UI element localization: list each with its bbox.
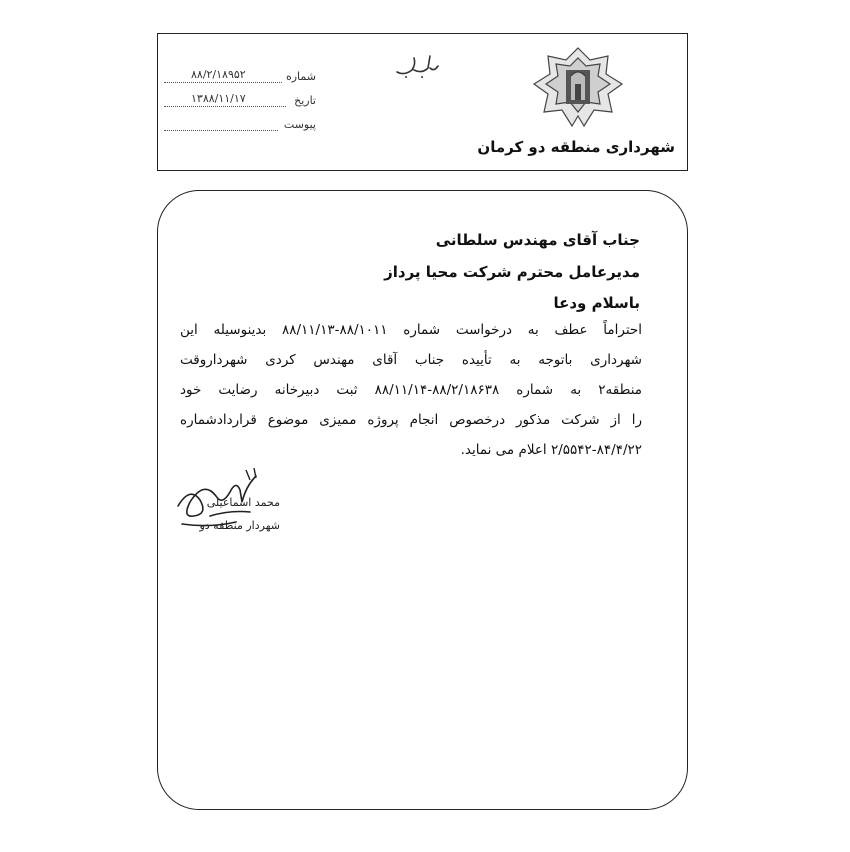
municipality-emblem-icon — [528, 44, 628, 134]
signer-name: محمد اسماعیلی — [206, 496, 280, 509]
date-label: تاریخ — [294, 94, 316, 107]
letter-attachment-row — [161, 118, 316, 136]
letter-date-row — [161, 94, 316, 112]
signer-title: شهردار منطقه دو — [199, 519, 280, 532]
body-line-5: ۲/۵۵۴۲-۸۴/۴/۲۲ اعلام می نماید. — [460, 442, 642, 458]
body-line-2: شهرداری باتوجه به تأییده جناب آقای مهندس کردی شهرداروقت — [180, 352, 642, 368]
number-value: ۸۸/۲/۱۸۹۵۲ — [191, 68, 246, 81]
greeting: باسلام ودعا — [553, 294, 640, 312]
bismillah-calligraphy — [394, 50, 440, 80]
recipient-name: جناب آقای مهندس سلطانی — [435, 231, 640, 249]
number-label: شماره — [285, 70, 316, 83]
date-value: ۱۳۸۸/۱۱/۱۷ — [191, 92, 246, 105]
organization-name: شهرداری منطقه دو کرمان — [477, 138, 675, 156]
body-line-4: را از شرکت مذکور درخصوص انجام پروژه ممیزی موضوع قراردادشماره — [180, 412, 642, 428]
recipient-title: مدیرعامل محترم شرکت محیا پرداز — [384, 263, 640, 281]
body-line-1: احتراماً عطف به درخواست شماره ۸۸/۱۰۱۱-۸۸/۱۱/۱۳ بدینوسیله این — [180, 322, 643, 338]
letter-number-row — [161, 70, 316, 88]
number-line — [164, 82, 282, 83]
body-line-3: منطقه۲ به شماره ۸۸/۲/۱۸۶۳۸-۸۸/۱۱/۱۴ ثبت دبیرخانه رضایت خود — [180, 382, 642, 398]
letterhead-box — [157, 33, 688, 171]
attachment-label: پیوست — [283, 118, 316, 131]
attachment-line — [164, 130, 278, 131]
date-line — [164, 106, 286, 107]
